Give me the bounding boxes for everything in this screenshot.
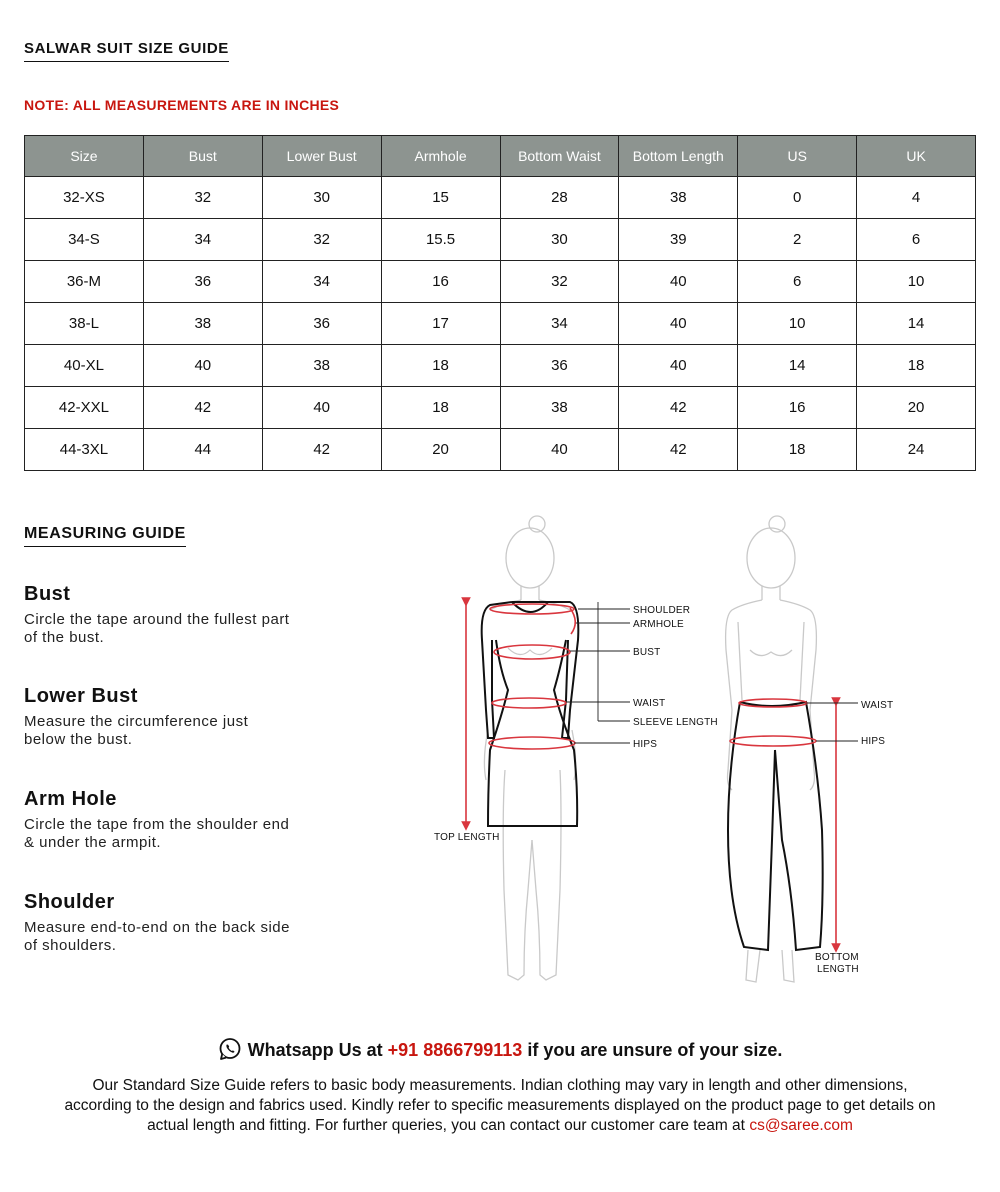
column-header: Size (25, 136, 144, 177)
size-table (24, 135, 976, 471)
whatsapp-prefix: Whatsapp Us at (247, 1040, 383, 1060)
table-cell: 34 (500, 303, 619, 345)
guide-heading: Lower Bust (24, 685, 138, 707)
table-row (25, 219, 976, 261)
whatsapp-icon (218, 1037, 242, 1066)
guide-item-arm-hole (24, 788, 344, 852)
table-cell: 17 (381, 303, 500, 345)
bottom-figure (726, 516, 894, 982)
table-cell: 30 (262, 177, 381, 219)
table-cell: 34 (262, 261, 381, 303)
table-row (25, 303, 976, 345)
table-cell: 36 (143, 261, 262, 303)
table-cell: 42 (619, 387, 738, 429)
guide-item-shoulder (24, 891, 344, 955)
table-header-row (25, 136, 976, 177)
table-cell: 28 (500, 177, 619, 219)
measurement-diagram (420, 510, 980, 990)
table-cell: 40 (619, 345, 738, 387)
table-cell: 38 (500, 387, 619, 429)
label-hips: HIPS (633, 739, 658, 750)
column-header: Bottom Waist (500, 136, 619, 177)
table-cell: 20 (381, 429, 500, 471)
table-cell: 24 (857, 429, 976, 471)
guide-text: Circle the tape around the fullest part of the bust. (24, 611, 290, 646)
table-cell: 34-S (25, 219, 144, 261)
label-bottom-length-line2: LENGTH (817, 964, 859, 975)
table-cell: 32 (262, 219, 381, 261)
table-cell: 18 (381, 387, 500, 429)
table-cell: 16 (738, 387, 857, 429)
label-armhole: ARMHOLE (633, 619, 684, 630)
table-cell: 39 (619, 219, 738, 261)
table-cell: 10 (738, 303, 857, 345)
table-body (25, 177, 976, 471)
table-cell: 36 (500, 345, 619, 387)
label-waist: WAIST (633, 698, 666, 709)
column-header: UK (857, 136, 976, 177)
table-cell: 4 (857, 177, 976, 219)
table-row (25, 177, 976, 219)
table-cell: 38-L (25, 303, 144, 345)
table-cell: 20 (857, 387, 976, 429)
table-cell: 18 (738, 429, 857, 471)
table-row (25, 345, 976, 387)
table-cell: 15.5 (381, 219, 500, 261)
whatsapp-phone-link[interactable]: +91 8866799113 (387, 1040, 523, 1060)
label-shoulder: SHOULDER (633, 605, 691, 616)
guide-heading: Shoulder (24, 891, 115, 913)
table-cell: 40 (143, 345, 262, 387)
table-cell: 38 (143, 303, 262, 345)
table-cell: 6 (738, 261, 857, 303)
table-cell: 38 (619, 177, 738, 219)
column-header: Bust (143, 136, 262, 177)
table-cell: 32 (500, 261, 619, 303)
table-cell: 2 (738, 219, 857, 261)
top-figure (434, 516, 718, 980)
table-cell: 40 (619, 303, 738, 345)
whatsapp-line (0, 1037, 1000, 1066)
table-cell: 0 (738, 177, 857, 219)
table-row (25, 261, 976, 303)
table-cell: 42-XXL (25, 387, 144, 429)
guide-text: Measure end-to-end on the back side of shoulders. (24, 919, 290, 954)
guide-text: Measure the circumference just below the bust. (24, 713, 249, 748)
footer-body: Our Standard Size Guide refers to basic body measurements. Indian clothing may vary in length and other dimensions, according to the design and fabrics used. Kindly refer to specific measurements displayed on the product page to get details on actual length and fitting. For further queries, you can contact our customer care team at (64, 1077, 936, 1134)
table-row (25, 429, 976, 471)
whatsapp-suffix: if you are unsure of your size. (527, 1040, 783, 1060)
table-cell: 18 (381, 345, 500, 387)
table-cell: 40 (619, 261, 738, 303)
customer-care-email-link[interactable]: cs@saree.com (749, 1117, 853, 1134)
table-cell: 6 (857, 219, 976, 261)
measuring-guide-title: MEASURING GUIDE (24, 525, 186, 547)
table-cell: 18 (857, 345, 976, 387)
label-bottom-hips: HIPS (861, 736, 886, 747)
table-cell: 10 (857, 261, 976, 303)
column-header: Lower Bust (262, 136, 381, 177)
table-cell: 14 (738, 345, 857, 387)
table-cell: 42 (262, 429, 381, 471)
label-top-length: TOP LENGTH (434, 832, 500, 843)
table-cell: 32 (143, 177, 262, 219)
table-row (25, 387, 976, 429)
label-bottom-length-line1: BOTTOM (815, 952, 859, 963)
table-cell: 40 (262, 387, 381, 429)
footer-disclaimer (60, 1076, 940, 1136)
table-cell: 14 (857, 303, 976, 345)
guide-heading: Arm Hole (24, 788, 117, 810)
table-cell: 44-3XL (25, 429, 144, 471)
measurement-note: NOTE: ALL MEASUREMENTS ARE IN INCHES (24, 97, 340, 113)
table-cell: 42 (619, 429, 738, 471)
table-cell: 42 (143, 387, 262, 429)
table-cell: 15 (381, 177, 500, 219)
table-cell: 34 (143, 219, 262, 261)
table-cell: 30 (500, 219, 619, 261)
label-sleeve-length: SLEEVE LENGTH (633, 717, 718, 728)
guide-text: Circle the tape from the shoulder end & under the armpit. (24, 816, 290, 851)
table-cell: 16 (381, 261, 500, 303)
label-bust: BUST (633, 647, 661, 658)
guide-item-lower-bust (24, 685, 344, 749)
column-header: Armhole (381, 136, 500, 177)
guide-item-bust (24, 583, 344, 647)
page-title: SALWAR SUIT SIZE GUIDE (24, 40, 229, 62)
table-cell: 44 (143, 429, 262, 471)
column-header: Bottom Length (619, 136, 738, 177)
guide-heading: Bust (24, 583, 71, 605)
table-cell: 40 (500, 429, 619, 471)
column-header: US (738, 136, 857, 177)
table-cell: 36-M (25, 261, 144, 303)
table-cell: 32-XS (25, 177, 144, 219)
label-bottom-waist: WAIST (861, 700, 894, 711)
table-cell: 40-XL (25, 345, 144, 387)
table-cell: 36 (262, 303, 381, 345)
table-cell: 38 (262, 345, 381, 387)
